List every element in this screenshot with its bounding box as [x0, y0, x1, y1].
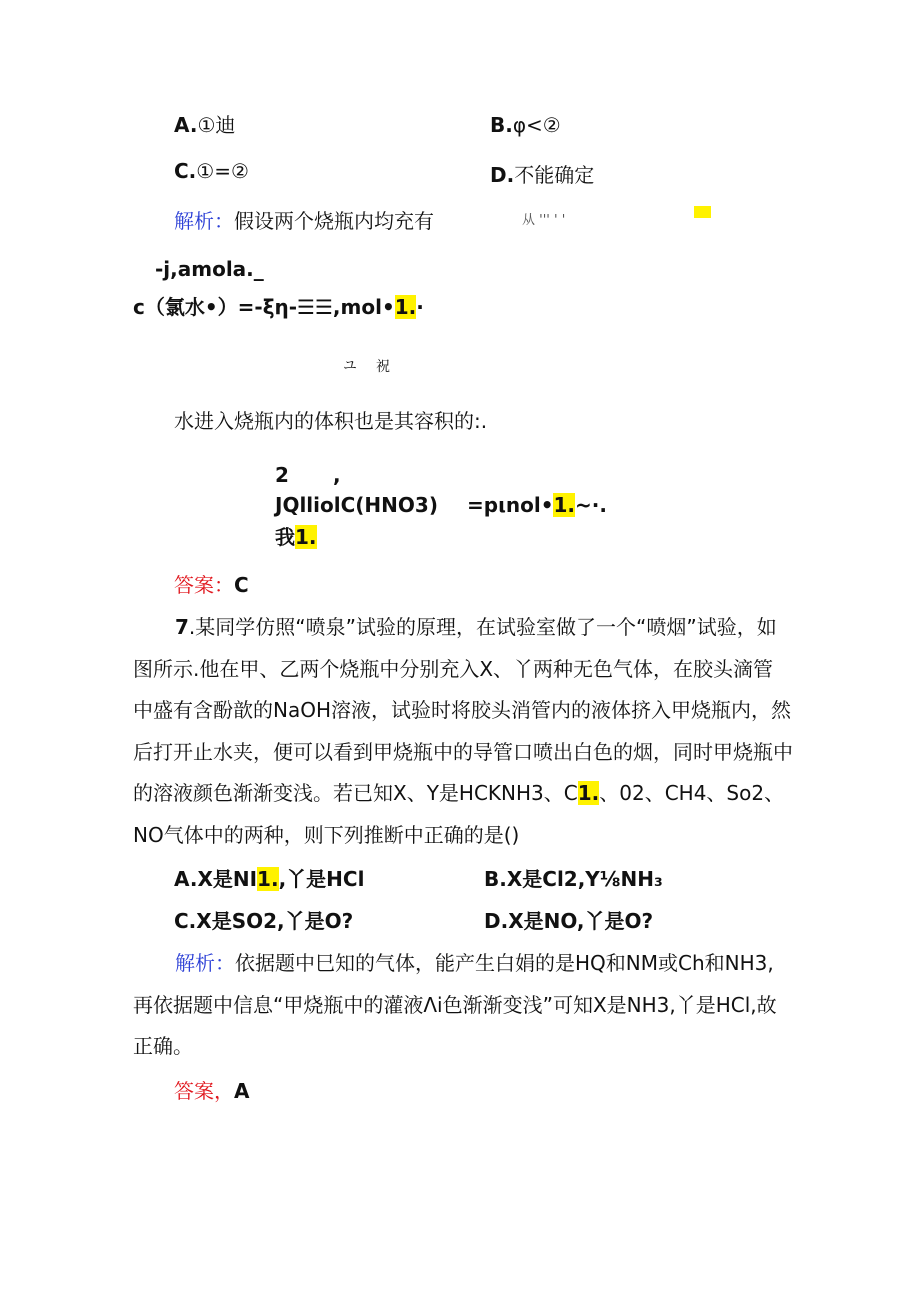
fraction-comma: , [333, 463, 341, 487]
highlight-mark [694, 206, 711, 218]
fraction-numerator: 2 [275, 463, 289, 487]
q7-stem [133, 607, 793, 856]
option-d-text: 不能确定 [514, 163, 595, 187]
formula-line-3-prefix: c（氯水•）=-ξη-☰☰,mol• [133, 295, 395, 319]
faint-text: 从 ''' ' ' [522, 213, 566, 228]
option-d [490, 162, 594, 188]
q7-number: 7 [175, 615, 189, 639]
small-char-a: ユ [343, 358, 357, 374]
q7-option-a-prefix: A.X是NI [174, 867, 258, 891]
option-c [174, 158, 249, 184]
option-a [174, 112, 235, 138]
q7-option-a [174, 866, 364, 892]
analysis-text: 假设两个烧瓶内均充有 [234, 209, 434, 233]
q7-stem-part2: 、02、CH4、So2、NO气体中的两种，则下列推断中正确的是() [133, 781, 785, 847]
option-b [490, 112, 561, 138]
formula-line-3-highlight: 1. [394, 295, 417, 319]
formula-right-suffix: ~·. [575, 493, 607, 517]
analysis-label: 解析： [174, 209, 234, 233]
q7-option-a-highlight: 1. [257, 867, 279, 891]
option-d-prefix: D. [490, 163, 515, 187]
option-c-text: ①=② [196, 159, 249, 183]
option-b-text: φ<② [512, 113, 561, 137]
q7-option-d: D.X是NO,丫是O? [484, 909, 654, 933]
formula-line-3-suffix: · [416, 295, 424, 319]
analysis-line-5: 水进入烧瓶内的体积也是其容积的:. [174, 409, 488, 433]
formula-right-prefix: =pιnol• [467, 493, 554, 517]
answer-label: 答案： [174, 573, 234, 597]
q7-stem-part1: .某同学仿照“喷泉”试验的原理，在试验室做了一个“喷烟”试验，如图所示.他在甲、乙两个烧瓶中分别充入X、丫两种无色气体，在胶头滴管中盛有含酚歆的NaOH溶液，试验时将胶头消管内的液体挤入甲烧瓶内，然后打开止水夹，便可以看到甲烧瓶中的导管口喷出白色的烟，同时甲烧瓶中的溶液颜色渐渐变浅。若已知X、Y是HCKNH3、C [133, 615, 793, 805]
answer-value: C [234, 573, 249, 597]
small-char-b: 祝 [376, 359, 390, 375]
q7-analysis [133, 943, 793, 1068]
formula-wo-text: 我 [275, 525, 295, 549]
q7-stem-highlight: 1. [577, 781, 600, 805]
option-c-prefix: C. [174, 159, 197, 183]
formula-line-3 [133, 294, 424, 320]
q7-answer-value: A [234, 1079, 250, 1103]
q6-answer [174, 572, 249, 598]
q7-analysis-label: 解析： [175, 951, 235, 975]
option-b-prefix: B. [490, 113, 513, 137]
q7-option-a-suffix: ,丫是HCl [278, 867, 365, 891]
q7-option-b: B.X是Cl2,Y⅛NH₃ [484, 867, 663, 891]
q7-analysis-text: 依据题中巳知的气体，能产生白娟的是HQ和NM或Ch和NH3,再依据题中信息“甲烧瓶中的灌液Λi色渐渐变浅”可知X是NH3,丫是HCl,故正确。 [133, 951, 777, 1058]
formula-left: JQlliolC(HNO3) [275, 493, 438, 517]
option-a-prefix: A. [174, 113, 198, 137]
option-a-text: ①迪 [197, 113, 236, 137]
formula-wo [275, 524, 317, 550]
formula-wo-highlight: 1. [295, 525, 317, 549]
formula-line-2: -j,amola._ [155, 257, 264, 281]
q7-answer-label: 答案， [174, 1079, 234, 1103]
q6-analysis-line1 [174, 208, 434, 234]
q7-answer [174, 1078, 249, 1104]
q7-option-c: C.X是SO2,丫是O? [174, 909, 354, 933]
formula-right-highlight: 1. [553, 493, 575, 517]
formula-right [467, 492, 607, 518]
